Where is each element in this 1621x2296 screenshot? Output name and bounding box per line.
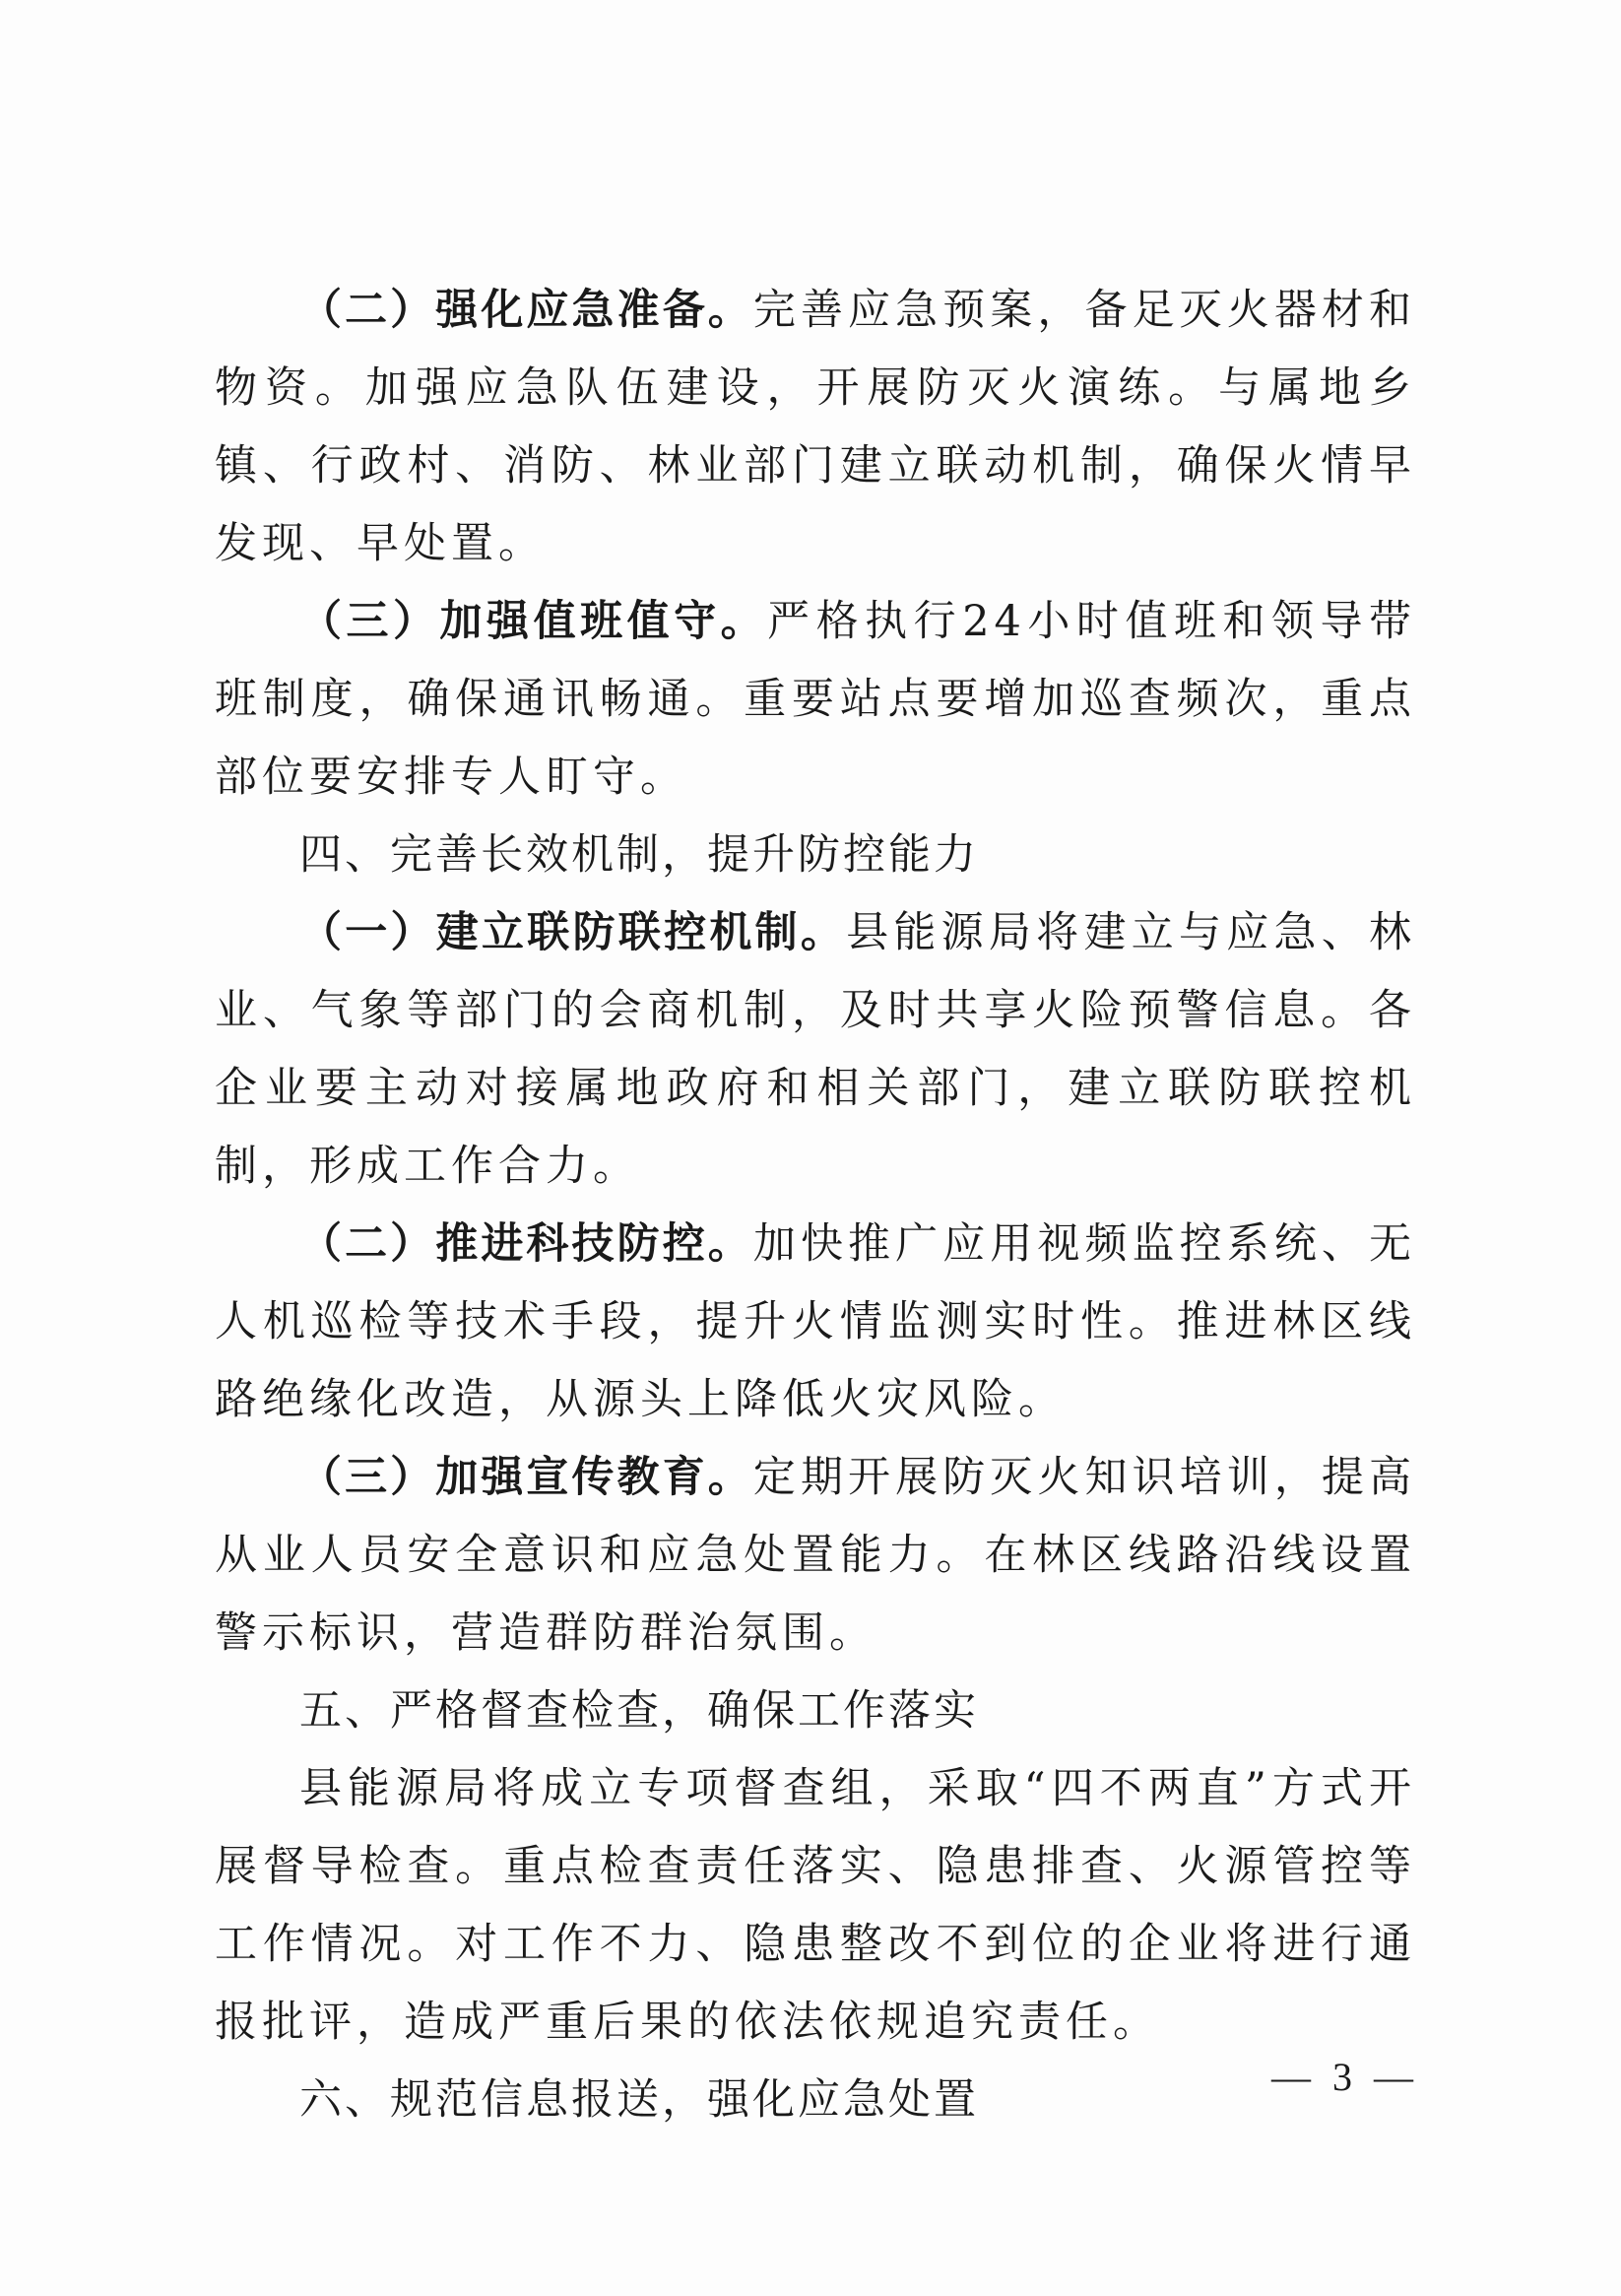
paragraph-publicity — [215, 1439, 1416, 1673]
section-heading-4: 四、完善长效机制，提升防控能力 — [299, 830, 979, 880]
section-heading-6: 六、规范信息报送，强化应急处置 — [299, 2075, 979, 2125]
paragraph-lead: （三）加强宣传教育。 — [299, 1453, 753, 1502]
paragraph-text: 定期开展防灭火知识培训，提高从业人员安全意识和应急处置能力。在林区线路沿线设置警示标识，营造群防群治氛围。 — [215, 1453, 1417, 1658]
paragraph-lead: （二）强化应急准备。 — [299, 286, 753, 335]
paragraph-text: 县能源局将建立与应急、林业、气象等部门的会商机制，及时共享火险预警信息。各企业要主动对接属地政府和相关部门，建立联防联控机制，形成工作合力。 — [215, 908, 1417, 1191]
paragraph-lead: （三）加强值班值守。 — [299, 597, 768, 646]
paragraph-lead: （一）建立联防联控机制。 — [299, 908, 847, 957]
paragraph-tech-control — [215, 1206, 1416, 1439]
paragraph-emergency-prep — [215, 272, 1416, 583]
paragraph-text: 严格执行24小时值班和领导带班制度，确保通讯畅通。重要站点要增加巡查频次，重点部位要安排专人盯守。 — [215, 597, 1417, 802]
paragraph-joint-control — [215, 894, 1416, 1206]
paragraph-inspection: 县能源局将成立专项督查组，采取“四不两直”方式开展督导检查。重点检查责任落实、隐患排查、火源管控等工作情况。对工作不力、隐患整改不到位的企业将进行通报批评，造成严重后果的依法依规追究责任。 — [215, 1764, 1416, 2047]
section-heading-5: 五、严格督查检查，确保工作落实 — [299, 1686, 979, 1736]
paragraph-duty-watch — [215, 583, 1416, 817]
document-body — [215, 272, 1416, 2139]
page-number: — 3 — — [1271, 2055, 1419, 2099]
paragraph-lead: （二）推进科技防控。 — [299, 1219, 753, 1269]
paragraph-text: 完善应急预案，备足灭火器材和物资。加强应急队伍建设，开展防灭火演练。与属地乡镇、行政村、消防、林业部门建立联动机制，确保火情早发现、早处置。 — [215, 286, 1417, 568]
paragraph-text: 加快推广应用视频监控系统、无人机巡检等技术手段，提升火情监测实时性。推进林区线路绝缘化改造，从源头上降低火灾风险。 — [215, 1219, 1417, 1424]
